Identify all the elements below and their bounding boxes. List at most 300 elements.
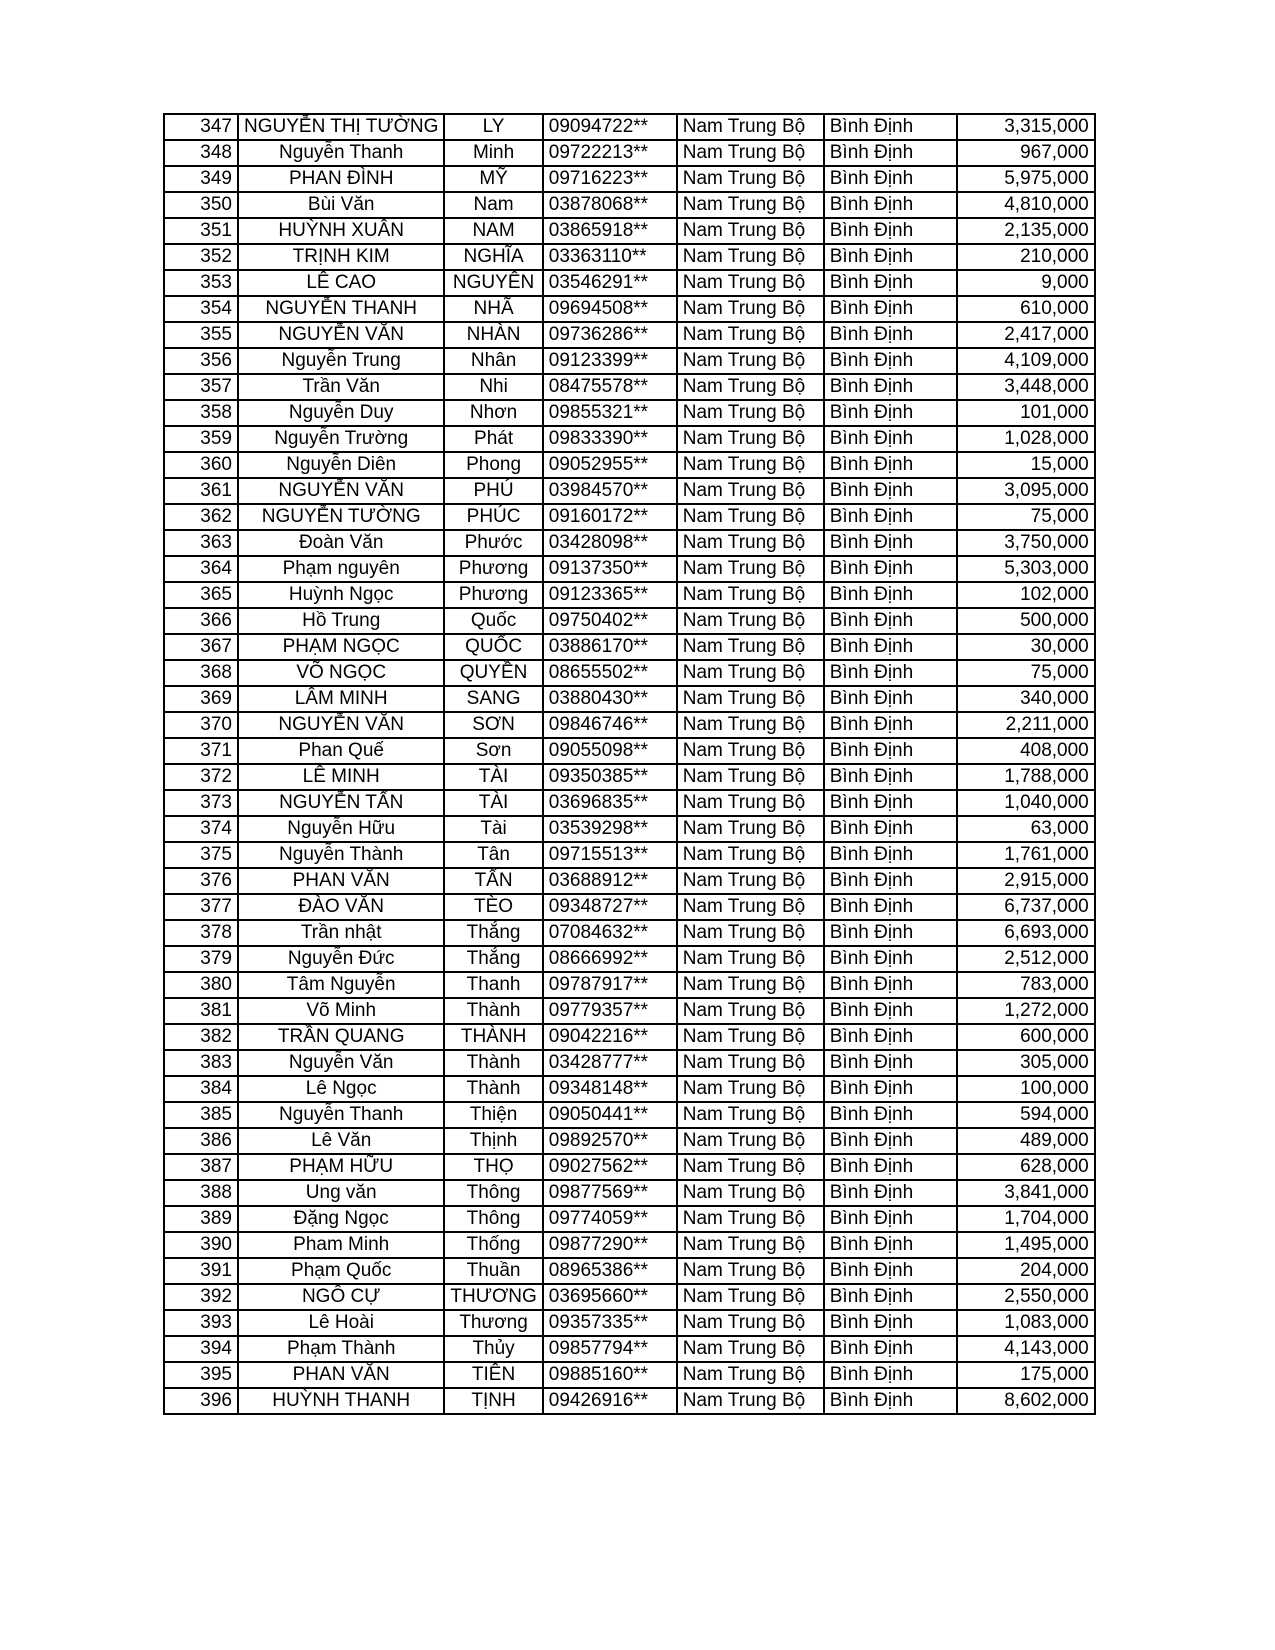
province-cell: Bình Định <box>824 556 957 582</box>
phone-cell: 09694508** <box>543 296 677 322</box>
given-name-cell: Phước <box>444 530 542 556</box>
amount-cell: 1,704,000 <box>957 1206 1095 1232</box>
given-name-cell: Quốc <box>444 608 542 634</box>
family-name-cell: Pham Minh <box>238 1232 444 1258</box>
table-row <box>164 1154 1095 1180</box>
table-row <box>164 1388 1095 1414</box>
phone-cell: 08965386** <box>543 1258 677 1284</box>
family-name-cell: NGUYỄN TẤN <box>238 790 444 816</box>
amount-cell: 1,083,000 <box>957 1310 1095 1336</box>
phone-cell: 09350385** <box>543 764 677 790</box>
phone-cell: 09877290** <box>543 1232 677 1258</box>
row-number-cell: 351 <box>164 218 238 244</box>
province-cell: Bình Định <box>824 1050 957 1076</box>
phone-cell: 03695660** <box>543 1284 677 1310</box>
province-cell: Bình Định <box>824 1102 957 1128</box>
family-name-cell: Phạm Quốc <box>238 1258 444 1284</box>
region-cell: Nam Trung Bộ <box>677 686 824 712</box>
phone-cell: 08666992** <box>543 946 677 972</box>
province-cell: Bình Định <box>824 894 957 920</box>
province-cell: Bình Định <box>824 660 957 686</box>
table-row <box>164 296 1095 322</box>
region-cell: Nam Trung Bộ <box>677 1362 824 1388</box>
table-row <box>164 946 1095 972</box>
table-row <box>164 712 1095 738</box>
amount-cell: 175,000 <box>957 1362 1095 1388</box>
family-name-cell: Trần Văn <box>238 374 444 400</box>
amount-cell: 1,272,000 <box>957 998 1095 1024</box>
amount-cell: 1,788,000 <box>957 764 1095 790</box>
province-cell: Bình Định <box>824 322 957 348</box>
amount-cell: 600,000 <box>957 1024 1095 1050</box>
family-name-cell: PHAN ĐÌNH <box>238 166 444 192</box>
family-name-cell: LÊ MINH <box>238 764 444 790</box>
row-number-cell: 395 <box>164 1362 238 1388</box>
table-row <box>164 1206 1095 1232</box>
province-cell: Bình Định <box>824 712 957 738</box>
table-row <box>164 478 1095 504</box>
given-name-cell: Phương <box>444 582 542 608</box>
region-cell: Nam Trung Bộ <box>677 478 824 504</box>
family-name-cell: NGUYỄN TƯỜNG <box>238 504 444 530</box>
phone-cell: 03696835** <box>543 790 677 816</box>
province-cell: Bình Định <box>824 1154 957 1180</box>
phone-cell: 09722213** <box>543 140 677 166</box>
given-name-cell: TẤN <box>444 868 542 894</box>
row-number-cell: 389 <box>164 1206 238 1232</box>
family-name-cell: Võ Minh <box>238 998 444 1024</box>
phone-cell: 09787917** <box>543 972 677 998</box>
province-cell: Bình Định <box>824 1310 957 1336</box>
row-number-cell: 355 <box>164 322 238 348</box>
province-cell: Bình Định <box>824 1128 957 1154</box>
province-cell: Bình Định <box>824 1024 957 1050</box>
phone-cell: 09892570** <box>543 1128 677 1154</box>
family-name-cell: Đoàn Văn <box>238 530 444 556</box>
table-row <box>164 790 1095 816</box>
table-row <box>164 998 1095 1024</box>
province-cell: Bình Định <box>824 478 957 504</box>
phone-cell: 09885160** <box>543 1362 677 1388</box>
family-name-cell: Ung văn <box>238 1180 444 1206</box>
region-cell: Nam Trung Bộ <box>677 452 824 478</box>
province-cell: Bình Định <box>824 530 957 556</box>
phone-cell: 09715513** <box>543 842 677 868</box>
province-cell: Bình Định <box>824 738 957 764</box>
family-name-cell: Hồ Trung <box>238 608 444 634</box>
family-name-cell: NGUYỄN VĂN <box>238 712 444 738</box>
family-name-cell: Phạm nguyên <box>238 556 444 582</box>
phone-cell: 03539298** <box>543 816 677 842</box>
province-cell: Bình Định <box>824 1076 957 1102</box>
row-number-cell: 388 <box>164 1180 238 1206</box>
phone-cell: 08655502** <box>543 660 677 686</box>
province-cell: Bình Định <box>824 296 957 322</box>
recipient-table <box>163 113 1096 1415</box>
phone-cell: 03880430** <box>543 686 677 712</box>
family-name-cell: PHAN VĂN <box>238 868 444 894</box>
region-cell: Nam Trung Bộ <box>677 1336 824 1362</box>
region-cell: Nam Trung Bộ <box>677 504 824 530</box>
family-name-cell: Nguyễn Văn <box>238 1050 444 1076</box>
province-cell: Bình Định <box>824 348 957 374</box>
region-cell: Nam Trung Bộ <box>677 1310 824 1336</box>
region-cell: Nam Trung Bộ <box>677 244 824 270</box>
region-cell: Nam Trung Bộ <box>677 1076 824 1102</box>
region-cell: Nam Trung Bộ <box>677 1258 824 1284</box>
province-cell: Bình Định <box>824 634 957 660</box>
family-name-cell: NGUYỄN VĂN <box>238 322 444 348</box>
given-name-cell: Thương <box>444 1310 542 1336</box>
given-name-cell: Thanh <box>444 972 542 998</box>
amount-cell: 3,841,000 <box>957 1180 1095 1206</box>
given-name-cell: QUỐC <box>444 634 542 660</box>
given-name-cell: Thành <box>444 1050 542 1076</box>
given-name-cell: Minh <box>444 140 542 166</box>
region-cell: Nam Trung Bộ <box>677 1388 824 1414</box>
given-name-cell: THƯƠNG <box>444 1284 542 1310</box>
row-number-cell: 362 <box>164 504 238 530</box>
province-cell: Bình Định <box>824 998 957 1024</box>
phone-cell: 09160172** <box>543 504 677 530</box>
row-number-cell: 393 <box>164 1310 238 1336</box>
phone-cell: 09750402** <box>543 608 677 634</box>
table-row <box>164 1232 1095 1258</box>
row-number-cell: 367 <box>164 634 238 660</box>
region-cell: Nam Trung Bộ <box>677 374 824 400</box>
amount-cell: 9,000 <box>957 270 1095 296</box>
row-number-cell: 360 <box>164 452 238 478</box>
table-row <box>164 842 1095 868</box>
region-cell: Nam Trung Bộ <box>677 1024 824 1050</box>
given-name-cell: Thuần <box>444 1258 542 1284</box>
region-cell: Nam Trung Bộ <box>677 842 824 868</box>
row-number-cell: 370 <box>164 712 238 738</box>
phone-cell: 08475578** <box>543 374 677 400</box>
phone-cell: 03428098** <box>543 530 677 556</box>
table-row <box>164 244 1095 270</box>
phone-cell: 09052955** <box>543 452 677 478</box>
family-name-cell: PHAN VĂN <box>238 1362 444 1388</box>
region-cell: Nam Trung Bộ <box>677 270 824 296</box>
amount-cell: 3,315,000 <box>957 114 1095 140</box>
family-name-cell: TRẦN QUANG <box>238 1024 444 1050</box>
given-name-cell: TỊNH <box>444 1388 542 1414</box>
region-cell: Nam Trung Bộ <box>677 556 824 582</box>
amount-cell: 1,028,000 <box>957 426 1095 452</box>
row-number-cell: 358 <box>164 400 238 426</box>
amount-cell: 1,761,000 <box>957 842 1095 868</box>
province-cell: Bình Định <box>824 1388 957 1414</box>
phone-cell: 03984570** <box>543 478 677 504</box>
row-number-cell: 390 <box>164 1232 238 1258</box>
row-number-cell: 352 <box>164 244 238 270</box>
amount-cell: 610,000 <box>957 296 1095 322</box>
table-body <box>164 114 1095 1414</box>
table-row <box>164 504 1095 530</box>
table-row <box>164 140 1095 166</box>
given-name-cell: MỸ <box>444 166 542 192</box>
phone-cell: 09774059** <box>543 1206 677 1232</box>
amount-cell: 489,000 <box>957 1128 1095 1154</box>
given-name-cell: Thành <box>444 1076 542 1102</box>
family-name-cell: Đặng Ngọc <box>238 1206 444 1232</box>
table-row <box>164 374 1095 400</box>
table-row <box>164 920 1095 946</box>
phone-cell: 07084632** <box>543 920 677 946</box>
given-name-cell: PHÚ <box>444 478 542 504</box>
family-name-cell: Nguyễn Đức <box>238 946 444 972</box>
given-name-cell: THÀNH <box>444 1024 542 1050</box>
region-cell: Nam Trung Bộ <box>677 998 824 1024</box>
given-name-cell: NHÃ <box>444 296 542 322</box>
amount-cell: 2,135,000 <box>957 218 1095 244</box>
province-cell: Bình Định <box>824 764 957 790</box>
province-cell: Bình Định <box>824 842 957 868</box>
phone-cell: 09877569** <box>543 1180 677 1206</box>
row-number-cell: 357 <box>164 374 238 400</box>
region-cell: Nam Trung Bộ <box>677 1154 824 1180</box>
amount-cell: 8,602,000 <box>957 1388 1095 1414</box>
row-number-cell: 375 <box>164 842 238 868</box>
amount-cell: 3,448,000 <box>957 374 1095 400</box>
given-name-cell: Tân <box>444 842 542 868</box>
region-cell: Nam Trung Bộ <box>677 1284 824 1310</box>
given-name-cell: NGUYÊN <box>444 270 542 296</box>
table-row <box>164 400 1095 426</box>
region-cell: Nam Trung Bộ <box>677 426 824 452</box>
phone-cell: 09357335** <box>543 1310 677 1336</box>
province-cell: Bình Định <box>824 1180 957 1206</box>
table-row <box>164 1102 1095 1128</box>
row-number-cell: 391 <box>164 1258 238 1284</box>
province-cell: Bình Định <box>824 1206 957 1232</box>
row-number-cell: 372 <box>164 764 238 790</box>
amount-cell: 6,693,000 <box>957 920 1095 946</box>
family-name-cell: HUỲNH THANH <box>238 1388 444 1414</box>
family-name-cell: Lê Văn <box>238 1128 444 1154</box>
given-name-cell: Thịnh <box>444 1128 542 1154</box>
family-name-cell: PHẠM NGỌC <box>238 634 444 660</box>
given-name-cell: SƠN <box>444 712 542 738</box>
table-row <box>164 166 1095 192</box>
table-row <box>164 1128 1095 1154</box>
phone-cell: 09426916** <box>543 1388 677 1414</box>
family-name-cell: Nguyễn Thành <box>238 842 444 868</box>
family-name-cell: Nguyễn Trường <box>238 426 444 452</box>
row-number-cell: 365 <box>164 582 238 608</box>
province-cell: Bình Định <box>824 1284 957 1310</box>
given-name-cell: TÀI <box>444 790 542 816</box>
table-row <box>164 738 1095 764</box>
table-row <box>164 270 1095 296</box>
row-number-cell: 353 <box>164 270 238 296</box>
table-row <box>164 1024 1095 1050</box>
province-cell: Bình Định <box>824 1362 957 1388</box>
phone-cell: 09123399** <box>543 348 677 374</box>
amount-cell: 204,000 <box>957 1258 1095 1284</box>
given-name-cell: QUYỀN <box>444 660 542 686</box>
row-number-cell: 387 <box>164 1154 238 1180</box>
region-cell: Nam Trung Bộ <box>677 530 824 556</box>
phone-cell: 09857794** <box>543 1336 677 1362</box>
given-name-cell: Phát <box>444 426 542 452</box>
phone-cell: 03688912** <box>543 868 677 894</box>
phone-cell: 09846746** <box>543 712 677 738</box>
amount-cell: 2,417,000 <box>957 322 1095 348</box>
family-name-cell: HUỲNH XUÂN <box>238 218 444 244</box>
phone-cell: 03878068** <box>543 192 677 218</box>
row-number-cell: 349 <box>164 166 238 192</box>
table-row <box>164 816 1095 842</box>
region-cell: Nam Trung Bộ <box>677 1102 824 1128</box>
region-cell: Nam Trung Bộ <box>677 660 824 686</box>
amount-cell: 500,000 <box>957 608 1095 634</box>
region-cell: Nam Trung Bộ <box>677 894 824 920</box>
row-number-cell: 392 <box>164 1284 238 1310</box>
region-cell: Nam Trung Bộ <box>677 1050 824 1076</box>
table-row <box>164 660 1095 686</box>
row-number-cell: 348 <box>164 140 238 166</box>
table-row <box>164 1362 1095 1388</box>
family-name-cell: NGUYỄN THANH <box>238 296 444 322</box>
family-name-cell: Bùi Văn <box>238 192 444 218</box>
family-name-cell: Phạm Thành <box>238 1336 444 1362</box>
row-number-cell: 382 <box>164 1024 238 1050</box>
given-name-cell: TIÊN <box>444 1362 542 1388</box>
row-number-cell: 377 <box>164 894 238 920</box>
given-name-cell: TÈO <box>444 894 542 920</box>
given-name-cell: Thủy <box>444 1336 542 1362</box>
table-row <box>164 192 1095 218</box>
table-row <box>164 426 1095 452</box>
row-number-cell: 347 <box>164 114 238 140</box>
table-row <box>164 1076 1095 1102</box>
family-name-cell: Phan Quế <box>238 738 444 764</box>
row-number-cell: 394 <box>164 1336 238 1362</box>
table-row <box>164 348 1095 374</box>
family-name-cell: LÂM MINH <box>238 686 444 712</box>
given-name-cell: Thắng <box>444 920 542 946</box>
phone-cell: 09123365** <box>543 582 677 608</box>
row-number-cell: 359 <box>164 426 238 452</box>
row-number-cell: 356 <box>164 348 238 374</box>
table-row <box>164 868 1095 894</box>
province-cell: Bình Định <box>824 920 957 946</box>
amount-cell: 63,000 <box>957 816 1095 842</box>
given-name-cell: PHÚC <box>444 504 542 530</box>
amount-cell: 2,915,000 <box>957 868 1095 894</box>
amount-cell: 783,000 <box>957 972 1095 998</box>
region-cell: Nam Trung Bộ <box>677 1128 824 1154</box>
region-cell: Nam Trung Bộ <box>677 322 824 348</box>
amount-cell: 2,512,000 <box>957 946 1095 972</box>
given-name-cell: NGHĨA <box>444 244 542 270</box>
phone-cell: 03886170** <box>543 634 677 660</box>
table-row <box>164 114 1095 140</box>
province-cell: Bình Định <box>824 1336 957 1362</box>
province-cell: Bình Định <box>824 946 957 972</box>
family-name-cell: Nguyễn Diên <box>238 452 444 478</box>
table-row <box>164 634 1095 660</box>
given-name-cell: Phong <box>444 452 542 478</box>
amount-cell: 967,000 <box>957 140 1095 166</box>
region-cell: Nam Trung Bộ <box>677 946 824 972</box>
family-name-cell: Nguyễn Duy <box>238 400 444 426</box>
row-number-cell: 363 <box>164 530 238 556</box>
table-row <box>164 1336 1095 1362</box>
row-number-cell: 384 <box>164 1076 238 1102</box>
given-name-cell: Thống <box>444 1232 542 1258</box>
amount-cell: 5,975,000 <box>957 166 1095 192</box>
region-cell: Nam Trung Bộ <box>677 348 824 374</box>
row-number-cell: 379 <box>164 946 238 972</box>
table-row <box>164 1258 1095 1284</box>
given-name-cell: THỌ <box>444 1154 542 1180</box>
amount-cell: 5,303,000 <box>957 556 1095 582</box>
table-row <box>164 894 1095 920</box>
province-cell: Bình Định <box>824 1258 957 1284</box>
table-row <box>164 322 1095 348</box>
table-row <box>164 218 1095 244</box>
amount-cell: 628,000 <box>957 1154 1095 1180</box>
region-cell: Nam Trung Bộ <box>677 712 824 738</box>
amount-cell: 15,000 <box>957 452 1095 478</box>
amount-cell: 6,737,000 <box>957 894 1095 920</box>
phone-cell: 09348727** <box>543 894 677 920</box>
table-row <box>164 1180 1095 1206</box>
family-name-cell: LÊ CAO <box>238 270 444 296</box>
family-name-cell: PHẠM HỮU <box>238 1154 444 1180</box>
amount-cell: 4,143,000 <box>957 1336 1095 1362</box>
province-cell: Bình Định <box>824 114 957 140</box>
given-name-cell: Thắng <box>444 946 542 972</box>
row-number-cell: 386 <box>164 1128 238 1154</box>
row-number-cell: 380 <box>164 972 238 998</box>
province-cell: Bình Định <box>824 244 957 270</box>
row-number-cell: 369 <box>164 686 238 712</box>
given-name-cell: Nam <box>444 192 542 218</box>
amount-cell: 210,000 <box>957 244 1095 270</box>
amount-cell: 594,000 <box>957 1102 1095 1128</box>
region-cell: Nam Trung Bộ <box>677 114 824 140</box>
region-cell: Nam Trung Bộ <box>677 634 824 660</box>
family-name-cell: Nguyễn Thanh <box>238 1102 444 1128</box>
row-number-cell: 381 <box>164 998 238 1024</box>
given-name-cell: LY <box>444 114 542 140</box>
row-number-cell: 364 <box>164 556 238 582</box>
given-name-cell: SANG <box>444 686 542 712</box>
province-cell: Bình Định <box>824 972 957 998</box>
phone-cell: 09042216** <box>543 1024 677 1050</box>
region-cell: Nam Trung Bộ <box>677 920 824 946</box>
family-name-cell: Lê Hoài <box>238 1310 444 1336</box>
region-cell: Nam Trung Bộ <box>677 608 824 634</box>
amount-cell: 100,000 <box>957 1076 1095 1102</box>
province-cell: Bình Định <box>824 400 957 426</box>
amount-cell: 1,040,000 <box>957 790 1095 816</box>
phone-cell: 03865918** <box>543 218 677 244</box>
table-row <box>164 452 1095 478</box>
phone-cell: 09779357** <box>543 998 677 1024</box>
family-name-cell: Tâm Nguyễn <box>238 972 444 998</box>
phone-cell: 09050441** <box>543 1102 677 1128</box>
region-cell: Nam Trung Bộ <box>677 972 824 998</box>
table-row <box>164 764 1095 790</box>
phone-cell: 03363110** <box>543 244 677 270</box>
given-name-cell: Thiện <box>444 1102 542 1128</box>
amount-cell: 2,550,000 <box>957 1284 1095 1310</box>
